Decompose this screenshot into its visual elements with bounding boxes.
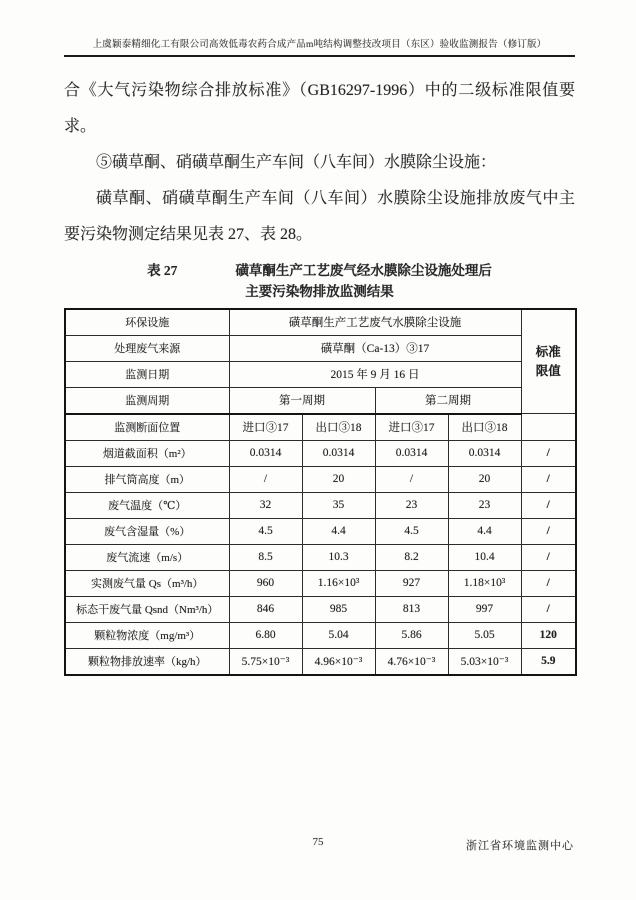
row-label: 监测周期 <box>65 387 229 414</box>
paragraph-facility-heading: ⑤磺草酮、硝磺草酮生产车间（八车间）水膜除尘设施： <box>96 154 497 171</box>
value-cell: 23 <box>375 492 448 518</box>
value-cell: 0.0314 <box>375 440 448 466</box>
value-cell: 10.3 <box>302 544 375 570</box>
row-label: 环保设施 <box>65 309 229 336</box>
row-label: 实测废气量 Qs（m³/h） <box>65 570 229 596</box>
value-cell: 0.0314 <box>229 440 302 466</box>
row-label: 监测日期 <box>65 361 229 387</box>
value-cell: 0.0314 <box>448 440 521 466</box>
limit-cell: / <box>521 570 576 596</box>
value-cell: 磺草酮（Ca-13）③17 <box>229 335 521 361</box>
limit-cell: 5.9 <box>521 648 576 675</box>
row-label: 标态干废气量 Qsnd（Nm³/h） <box>65 596 229 622</box>
value-cell: 20 <box>302 466 375 492</box>
table-row-facility <box>65 309 576 336</box>
monitoring-results-table <box>64 308 577 676</box>
limit-cell: / <box>521 596 576 622</box>
value-cell: 5.03×10⁻³ <box>448 648 521 675</box>
value-cell: 4.76×10⁻³ <box>375 648 448 675</box>
value-cell: 4.4 <box>448 518 521 544</box>
row-label: 监测断面位置 <box>65 414 229 441</box>
position-cell: 进口③17 <box>229 414 302 441</box>
table-row-gas-velocity <box>65 544 576 570</box>
row-label: 废气流速（m/s） <box>65 544 229 570</box>
table-row-standard-dry-flow <box>65 596 576 622</box>
value-cell: 4.5 <box>375 518 448 544</box>
value-cell: 35 <box>302 492 375 518</box>
table-row-gas-source <box>65 335 576 361</box>
value-cell: 4.96×10⁻³ <box>302 648 375 675</box>
table-row-period <box>65 387 576 414</box>
position-cell: 出口③18 <box>448 414 521 441</box>
body-paragraphs <box>64 73 575 253</box>
period-cell: 第二周期 <box>375 387 521 414</box>
value-cell: 8.2 <box>375 544 448 570</box>
table-row-measured-flow <box>65 570 576 596</box>
value-cell: 0.0314 <box>302 440 375 466</box>
value-cell: / <box>229 466 302 492</box>
value-cell: 4.4 <box>302 518 375 544</box>
value-cell: 4.5 <box>229 518 302 544</box>
table-caption <box>64 261 575 303</box>
table-row-stack-height <box>65 466 576 492</box>
value-cell: 5.05 <box>448 622 521 648</box>
value-cell: 32 <box>229 492 302 518</box>
table-title-line2: 主要污染物排放监测结果 <box>245 283 394 299</box>
table-title-line1: 磺草酮生产工艺废气经水膜除尘设施处理后 <box>235 263 492 278</box>
value-cell: 927 <box>375 570 448 596</box>
row-label: 处理废气来源 <box>65 335 229 361</box>
limit-header-cell <box>521 309 576 414</box>
value-cell: 8.5 <box>229 544 302 570</box>
row-label: 颗粒物排放速率（kg/h） <box>65 648 229 675</box>
limit-cell: / <box>521 544 576 570</box>
row-label: 废气温度（℃） <box>65 492 229 518</box>
paragraph-results-intro: 磺草酮、硝磺草酮生产车间（八车间）水膜除尘设施排放废气中主要污染物测定结果见表 27、表 28。 <box>64 190 575 243</box>
row-label: 废气含湿量（%） <box>65 518 229 544</box>
table-row-duct-area <box>65 440 576 466</box>
value-cell: 5.04 <box>302 622 375 648</box>
limit-cell-empty <box>521 414 576 441</box>
position-cell: 进口③17 <box>375 414 448 441</box>
limit-cell: / <box>521 518 576 544</box>
table-row-date <box>65 361 576 387</box>
value-cell: 813 <box>375 596 448 622</box>
table-caption-line1 <box>64 261 575 282</box>
table-number-label: 表 27 <box>147 263 178 278</box>
value-cell: 846 <box>229 596 302 622</box>
limit-header-text: 标准限值 <box>535 344 561 378</box>
table-row-moisture <box>65 518 576 544</box>
value-cell: 960 <box>229 570 302 596</box>
table-row-particulate-concentration <box>65 622 576 648</box>
row-label: 烟道截面积（m²） <box>65 440 229 466</box>
value-cell: 20 <box>448 466 521 492</box>
value-cell: 985 <box>302 596 375 622</box>
table-row-positions <box>65 414 576 441</box>
value-cell: 2015 年 9 月 16 日 <box>229 361 521 387</box>
value-cell: 1.16×10³ <box>302 570 375 596</box>
value-cell: 5.75×10⁻³ <box>229 648 302 675</box>
value-cell: / <box>375 466 448 492</box>
value-cell: 1.18×10³ <box>448 570 521 596</box>
period-cell: 第一周期 <box>229 387 375 414</box>
position-cell: 出口③18 <box>302 414 375 441</box>
value-cell: 23 <box>448 492 521 518</box>
table-row-particulate-emission-rate <box>65 648 576 675</box>
value-cell: 997 <box>448 596 521 622</box>
table-row-gas-temperature <box>65 492 576 518</box>
limit-cell: / <box>521 492 576 518</box>
limit-cell: / <box>521 466 576 492</box>
value-cell: 5.86 <box>375 622 448 648</box>
page-number: 75 <box>312 836 324 848</box>
value-cell: 磺草酮生产工艺废气水膜除尘设施 <box>229 309 521 336</box>
footer-organization: 浙江省环境监测中心 <box>466 840 574 852</box>
limit-cell: / <box>521 440 576 466</box>
value-cell: 6.80 <box>229 622 302 648</box>
limit-cell: 120 <box>521 622 576 648</box>
running-header: 上虞颖泰精细化工有限公司高效低毒农药合成产品m吨结构调整技改项目（东区）验收监测报告（修订版） <box>64 36 575 57</box>
row-label: 排气筒高度（m） <box>65 466 229 492</box>
row-label: 颗粒物浓度（mg/m³） <box>65 622 229 648</box>
value-cell: 10.4 <box>448 544 521 570</box>
paragraph-standard-reference: 合《大气污染物综合排放标准》（GB16297-1996）中的二级标准限值要求。 <box>64 82 575 135</box>
